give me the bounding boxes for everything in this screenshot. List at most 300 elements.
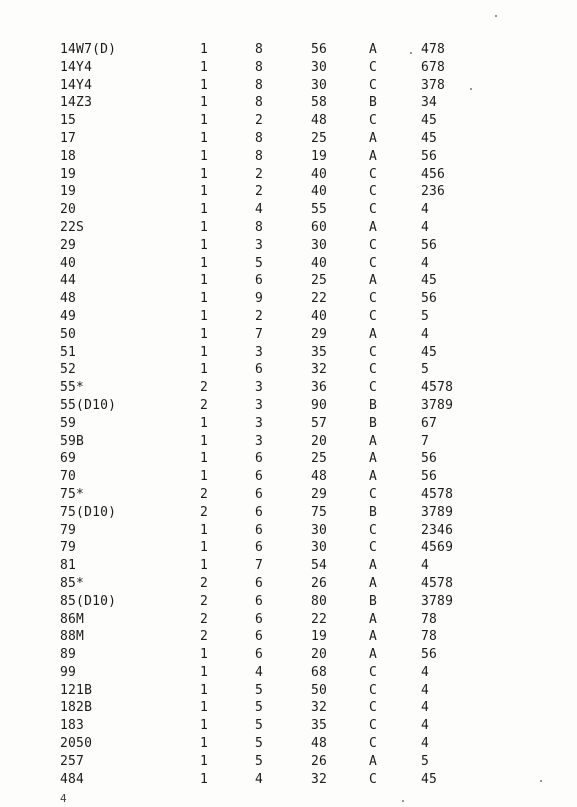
table-cell: 2 [200, 593, 209, 609]
table-cell: 8 [255, 77, 264, 93]
table-cell: B [369, 397, 378, 413]
table-cell: 50 [60, 326, 77, 342]
table-cell: 6 [255, 593, 264, 609]
table-row [0, 290, 577, 308]
table-cell: 49 [60, 308, 77, 324]
table-cell: 236 [421, 184, 446, 200]
table-cell: 48 [60, 291, 77, 307]
scan-speck [495, 15, 497, 17]
table-cell: A [369, 451, 378, 467]
table-cell: 1 [200, 753, 209, 769]
table-cell: 40 [311, 255, 328, 271]
table-cell: B [369, 504, 378, 520]
table-cell: 1 [200, 77, 209, 93]
table-cell: 6 [255, 486, 264, 502]
table-cell: 6 [255, 504, 264, 520]
table-cell: 1 [200, 308, 209, 324]
table-cell: A [369, 273, 378, 289]
table-cell: 22S [60, 219, 85, 235]
table-cell: 55(D10) [60, 397, 117, 413]
table-cell: 25 [311, 130, 328, 146]
table-cell: 7 [255, 326, 264, 342]
table-cell: A [369, 130, 378, 146]
page-mark: 4 [60, 792, 67, 805]
table-row [0, 237, 577, 255]
table-cell: 6 [255, 629, 264, 645]
table-cell: 2 [200, 504, 209, 520]
scan-speck [540, 780, 542, 782]
table-cell: A [369, 433, 378, 449]
table-cell: 51 [60, 344, 77, 360]
table-cell: 88M [60, 629, 85, 645]
table-cell: 4569 [421, 540, 454, 556]
table-cell: 4 [421, 700, 430, 716]
table-cell: 7 [255, 558, 264, 574]
table-row [0, 539, 577, 557]
table-cell: 5 [255, 255, 264, 271]
table-cell: A [369, 647, 378, 663]
table-cell: A [369, 558, 378, 574]
table-row [0, 166, 577, 184]
table-cell: 30 [311, 540, 328, 556]
table-cell: 45 [421, 130, 438, 146]
table-cell: 1 [200, 95, 209, 111]
table-cell: 30 [311, 59, 328, 75]
table-cell: 1 [200, 42, 209, 57]
table-cell: A [369, 753, 378, 769]
table-cell: 80 [311, 593, 328, 609]
scan-speck [410, 52, 412, 54]
table-cell: 35 [311, 718, 328, 734]
table-cell: 5 [255, 718, 264, 734]
table-cell: 32 [311, 700, 328, 716]
table-cell: 1 [200, 362, 209, 378]
table-cell: 78 [421, 629, 438, 645]
table-cell: 8 [255, 59, 264, 75]
table-cell: 19 [60, 166, 77, 182]
table-cell: 484 [60, 771, 85, 787]
table-cell: 6 [255, 522, 264, 538]
table-cell: C [369, 486, 378, 502]
table-cell: 6 [255, 469, 264, 485]
table-row [0, 59, 577, 77]
table-cell: 2 [200, 611, 209, 627]
table-cell: 5 [421, 753, 430, 769]
table-cell: 1 [200, 682, 209, 698]
table-cell: 5 [255, 682, 264, 698]
table-cell: 8 [255, 42, 264, 57]
table-row [0, 664, 577, 682]
table-row [0, 575, 577, 593]
table-cell: A [369, 326, 378, 342]
table-cell: 50 [311, 682, 328, 698]
table-cell: 30 [311, 77, 328, 93]
table-cell: B [369, 415, 378, 431]
table-cell: 18 [60, 148, 77, 164]
table-cell: A [369, 219, 378, 235]
table-row [0, 94, 577, 112]
table-cell: B [369, 593, 378, 609]
table-cell: C [369, 700, 378, 716]
table-cell: C [369, 255, 378, 271]
table-cell: 34 [421, 95, 438, 111]
table-row [0, 183, 577, 201]
table-cell: 1 [200, 522, 209, 538]
table-cell: 99 [60, 664, 77, 680]
table-cell: 4 [421, 718, 430, 734]
table-cell: 78 [421, 611, 438, 627]
table-cell: 4 [421, 326, 430, 342]
table-cell: C [369, 291, 378, 307]
table-cell: 183 [60, 718, 85, 734]
table-row [0, 77, 577, 95]
table-cell: 45 [421, 344, 438, 360]
table-cell: 70 [60, 469, 77, 485]
table-cell: 75(D10) [60, 504, 117, 520]
table-row [0, 219, 577, 237]
table-cell: 3 [255, 415, 264, 431]
table-cell: 29 [311, 486, 328, 502]
table-cell: 22 [311, 611, 328, 627]
table-cell: 56 [421, 291, 438, 307]
table-cell: C [369, 202, 378, 218]
table-cell: 81 [60, 558, 77, 574]
table-cell: 1 [200, 718, 209, 734]
table-cell: 32 [311, 771, 328, 787]
table-cell: C [369, 771, 378, 787]
table-cell: 5 [421, 308, 430, 324]
table-cell: 4 [421, 219, 430, 235]
table-cell: 45 [421, 771, 438, 787]
table-row [0, 148, 577, 166]
table-cell: 3789 [421, 504, 454, 520]
table-cell: 1 [200, 113, 209, 129]
table-cell: 40 [60, 255, 77, 271]
table-cell: 68 [311, 664, 328, 680]
table-cell: 32 [311, 362, 328, 378]
table-cell: 20 [311, 433, 328, 449]
table-cell: 56 [311, 42, 328, 57]
table-cell: 67 [421, 415, 438, 431]
table-cell: C [369, 59, 378, 75]
table-cell: 17 [60, 130, 77, 146]
table-cell: 9 [255, 291, 264, 307]
table-cell: 54 [311, 558, 328, 574]
table-cell: 57 [311, 415, 328, 431]
table-cell: 30 [311, 237, 328, 253]
table-cell: 48 [311, 736, 328, 752]
table-cell: 85* [60, 575, 85, 591]
table-cell: 26 [311, 753, 328, 769]
table-row [0, 379, 577, 397]
table-cell: 56 [421, 647, 438, 663]
table-cell: 15 [60, 113, 77, 129]
table-cell: A [369, 148, 378, 164]
table-cell: C [369, 522, 378, 538]
table-cell: 5 [255, 700, 264, 716]
table-row [0, 201, 577, 219]
table-row [0, 522, 577, 540]
table-cell: 7 [421, 433, 430, 449]
table-row [0, 41, 577, 59]
table-cell: C [369, 736, 378, 752]
table-cell: 4578 [421, 575, 454, 591]
table-cell: 121B [60, 682, 93, 698]
table-cell: 20 [311, 647, 328, 663]
table-cell: 5 [255, 736, 264, 752]
table-cell: 55* [60, 380, 85, 396]
table-row [0, 272, 577, 290]
table-cell: B [369, 95, 378, 111]
table-cell: 59 [60, 415, 77, 431]
table-row [0, 112, 577, 130]
table-cell: A [369, 469, 378, 485]
table-cell: 75 [311, 504, 328, 520]
table-cell: 3789 [421, 593, 454, 609]
table-cell: C [369, 166, 378, 182]
table-cell: 86M [60, 611, 85, 627]
table-cell: 6 [255, 273, 264, 289]
table-cell: 56 [421, 237, 438, 253]
table-cell: 1 [200, 219, 209, 235]
table-row [0, 611, 577, 629]
table-cell: 60 [311, 219, 328, 235]
table-row [0, 433, 577, 451]
table-cell: 1 [200, 237, 209, 253]
table-cell: 30 [311, 522, 328, 538]
table-cell: C [369, 308, 378, 324]
table-cell: 4 [255, 664, 264, 680]
table-cell: 40 [311, 184, 328, 200]
table-cell: 48 [311, 113, 328, 129]
table-cell: C [369, 113, 378, 129]
table-cell: 6 [255, 540, 264, 556]
scan-speck [470, 88, 472, 90]
table-cell: 58 [311, 95, 328, 111]
table-cell: 1 [200, 700, 209, 716]
table-cell: 52 [60, 362, 77, 378]
table-row [0, 308, 577, 326]
table-cell: 6 [255, 362, 264, 378]
table-cell: 2346 [421, 522, 454, 538]
table-cell: 25 [311, 273, 328, 289]
table-row [0, 735, 577, 753]
table-cell: 20 [60, 202, 77, 218]
table-cell: 6 [255, 451, 264, 467]
table-cell: 1 [200, 255, 209, 271]
table-cell: 4 [421, 558, 430, 574]
table-cell: 2 [200, 486, 209, 502]
table-cell: 40 [311, 308, 328, 324]
table-cell: 3789 [421, 397, 454, 413]
table-cell: 4 [421, 255, 430, 271]
scan-speck [402, 800, 404, 802]
table-cell: 75* [60, 486, 85, 502]
table-cell: C [369, 540, 378, 556]
table-cell: 4 [255, 202, 264, 218]
table-cell: 56 [421, 451, 438, 467]
table-cell: 1 [200, 558, 209, 574]
table-cell: 6 [255, 647, 264, 663]
table-cell: 44 [60, 273, 77, 289]
table-cell: 1 [200, 202, 209, 218]
table-cell: 19 [60, 184, 77, 200]
table-row [0, 628, 577, 646]
table-cell: 8 [255, 219, 264, 235]
table-cell: 2 [200, 575, 209, 591]
table-cell: 55 [311, 202, 328, 218]
table-cell: 3 [255, 344, 264, 360]
table-cell: 79 [60, 522, 77, 538]
table-cell: 22 [311, 291, 328, 307]
table-row [0, 646, 577, 664]
table-row [0, 255, 577, 273]
table-cell: 48 [311, 469, 328, 485]
table-cell: 1 [200, 451, 209, 467]
table-cell: 1 [200, 326, 209, 342]
table-row [0, 468, 577, 486]
table-row [0, 593, 577, 611]
table-cell: C [369, 682, 378, 698]
table-cell: 2050 [60, 736, 93, 752]
table-cell: 2 [255, 166, 264, 182]
table-cell: 36 [311, 380, 328, 396]
table-cell: 6 [255, 611, 264, 627]
table-cell: 478 [421, 42, 446, 57]
table-cell: 3 [255, 397, 264, 413]
table-cell: 3 [255, 433, 264, 449]
table-cell: 2 [200, 629, 209, 645]
table-cell: 45 [421, 113, 438, 129]
table-cell: 35 [311, 344, 328, 360]
table-cell: 1 [200, 184, 209, 200]
table-cell: 8 [255, 130, 264, 146]
table-cell: 45 [421, 273, 438, 289]
table-cell: 1 [200, 166, 209, 182]
table-cell: C [369, 344, 378, 360]
table-cell: 2 [255, 184, 264, 200]
table-cell: 40 [311, 166, 328, 182]
table-cell: 14W7(D) [60, 42, 117, 57]
table-cell: 4 [421, 682, 430, 698]
table-cell: C [369, 77, 378, 93]
table-cell: 29 [60, 237, 77, 253]
table-row [0, 344, 577, 362]
table-cell: 29 [311, 326, 328, 342]
table-cell: 4578 [421, 486, 454, 502]
table-row [0, 486, 577, 504]
table-cell: C [369, 184, 378, 200]
table-cell: 59B [60, 433, 85, 449]
table-cell: 1 [200, 130, 209, 146]
table-row [0, 415, 577, 433]
table-cell: 25 [311, 451, 328, 467]
table-cell: 3 [255, 237, 264, 253]
table-row [0, 717, 577, 735]
table-cell: 4 [421, 664, 430, 680]
table-row [0, 130, 577, 148]
table-cell: A [369, 611, 378, 627]
table-cell: C [369, 718, 378, 734]
table-cell: 1 [200, 148, 209, 164]
table-cell: 2 [255, 113, 264, 129]
table-cell: C [369, 237, 378, 253]
table-cell: 1 [200, 415, 209, 431]
table-cell: 1 [200, 664, 209, 680]
table-cell: 69 [60, 451, 77, 467]
table-cell: 1 [200, 771, 209, 787]
table-cell: 4 [255, 771, 264, 787]
table-row [0, 397, 577, 415]
table-cell: 56 [421, 469, 438, 485]
table-cell: C [369, 380, 378, 396]
table-cell: 257 [60, 753, 85, 769]
table-cell: 1 [200, 273, 209, 289]
table-cell: 90 [311, 397, 328, 413]
table-cell: 1 [200, 540, 209, 556]
table-cell: 1 [200, 647, 209, 663]
table-row [0, 326, 577, 344]
table-cell: 378 [421, 77, 446, 93]
table-row [0, 504, 577, 522]
table-cell: A [369, 629, 378, 645]
table-cell: 26 [311, 575, 328, 591]
table-cell: 79 [60, 540, 77, 556]
table-cell: 19 [311, 629, 328, 645]
table-cell: 1 [200, 469, 209, 485]
table-cell: 1 [200, 344, 209, 360]
table-row [0, 450, 577, 468]
table-cell: A [369, 575, 378, 591]
table-row [0, 557, 577, 575]
table-cell: 8 [255, 95, 264, 111]
table-cell: 2 [200, 397, 209, 413]
table-row [0, 361, 577, 379]
data-table [0, 41, 577, 788]
table-cell: C [369, 664, 378, 680]
table-row [0, 753, 577, 771]
table-row [0, 771, 577, 789]
table-cell: C [369, 362, 378, 378]
table-cell: 89 [60, 647, 77, 663]
table-cell: 1 [200, 433, 209, 449]
table-cell: 19 [311, 148, 328, 164]
table-cell: 85(D10) [60, 593, 117, 609]
table-cell: 1 [200, 291, 209, 307]
table-row [0, 699, 577, 717]
table-cell: 4 [421, 202, 430, 218]
table-row [0, 682, 577, 700]
table-cell: 182B [60, 700, 93, 716]
table-cell: 1 [200, 59, 209, 75]
table-cell: 1 [200, 736, 209, 752]
table-cell: 2 [255, 308, 264, 324]
table-cell: A [369, 42, 378, 57]
table-cell: 456 [421, 166, 446, 182]
table-cell: 6 [255, 575, 264, 591]
table-cell: 14Z3 [60, 95, 93, 111]
table-cell: 56 [421, 148, 438, 164]
table-cell: 8 [255, 148, 264, 164]
table-cell: 4 [421, 736, 430, 752]
table-cell: 5 [421, 362, 430, 378]
table-cell: 14Y4 [60, 59, 93, 75]
table-cell: 3 [255, 380, 264, 396]
table-cell: 4578 [421, 380, 454, 396]
table-cell: 2 [200, 380, 209, 396]
table-cell: 678 [421, 59, 446, 75]
table-cell: 14Y4 [60, 77, 93, 93]
